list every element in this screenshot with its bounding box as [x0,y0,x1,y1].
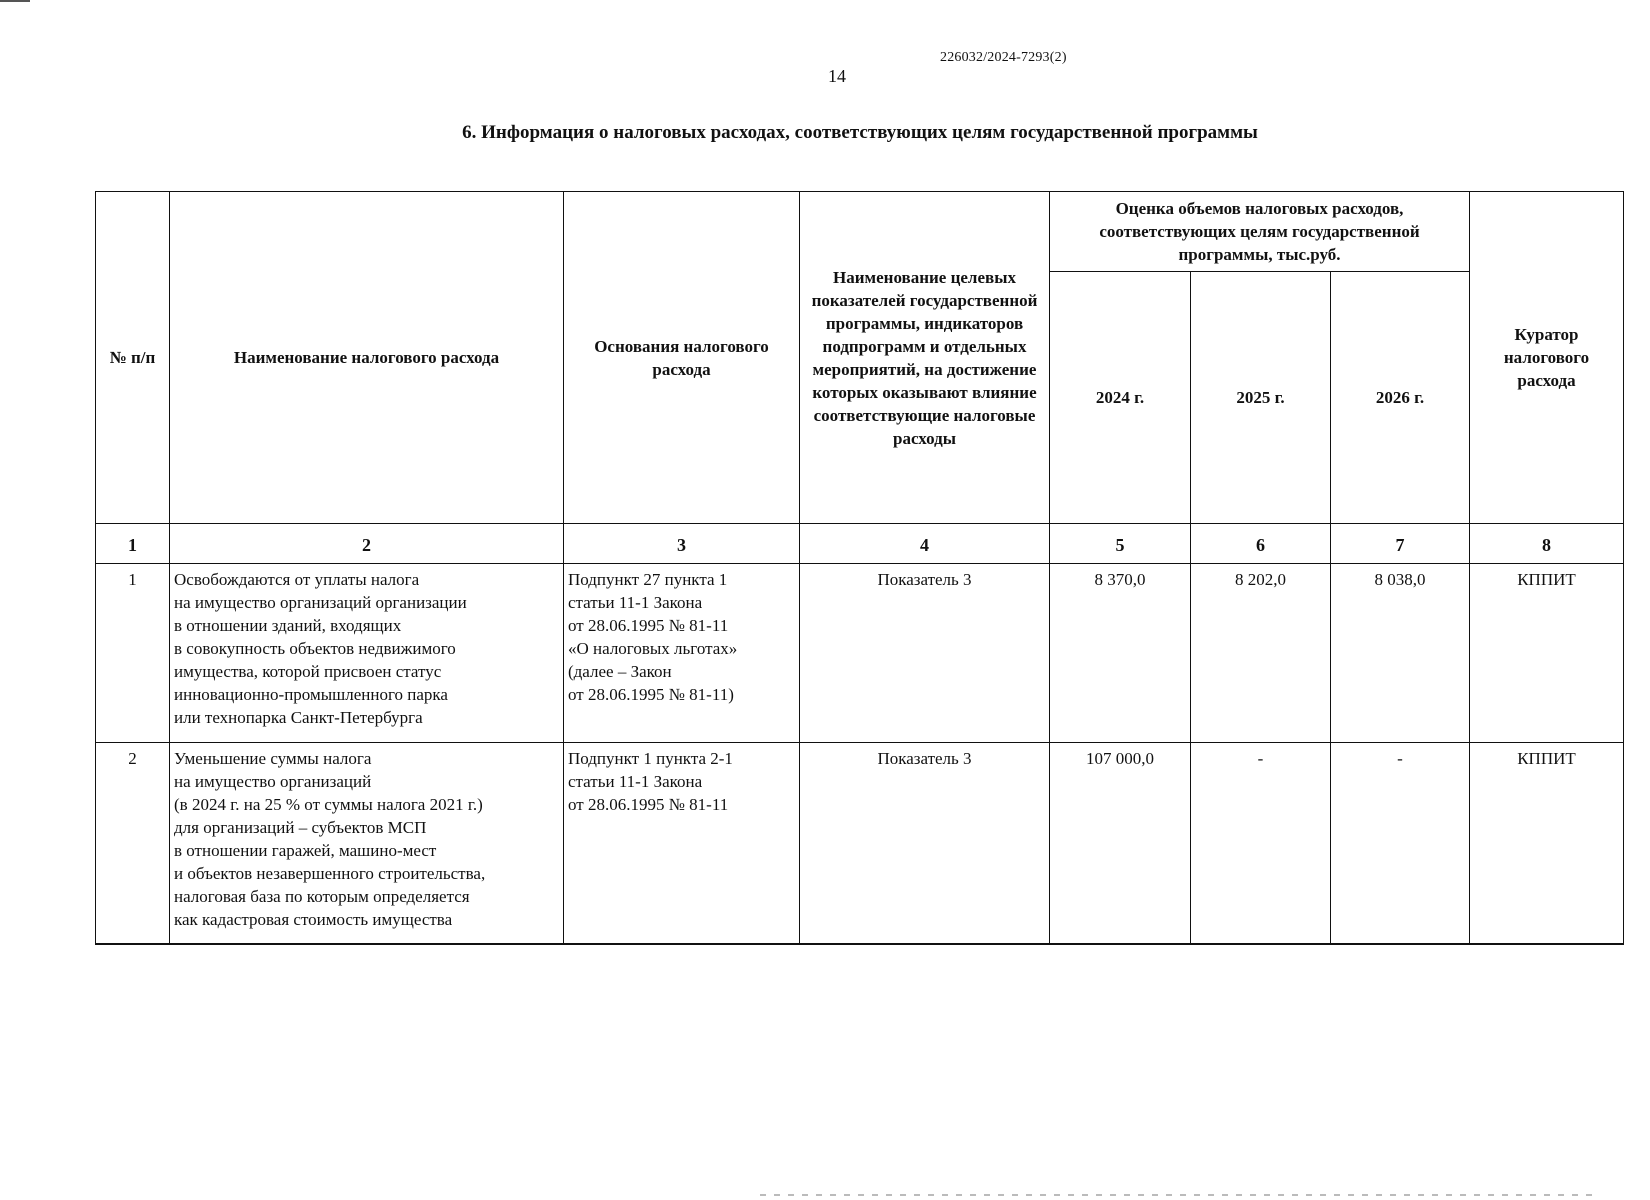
text-line: (далее – Закон [568,662,672,681]
header-estimate: Оценка объемов налоговых расходов, соответствующих целям государственной программы, тыс.руб. [1050,192,1470,272]
text-line: на имущество организаций организации [174,593,467,612]
header-num: № п/п [96,192,170,524]
value-2024: 107 000,0 [1050,743,1191,945]
value-2025: - [1191,743,1331,945]
text-line: в отношении гаражей, машино-мест [174,841,437,860]
text-line: как кадастровая стоимость имущества [174,910,453,929]
text-line: Подпункт 27 пункта 1 [568,570,728,589]
column-number: 2 [170,524,564,564]
text-line: налоговая база по которым определяется [174,887,470,906]
indicator-cell: Показатель 3 [800,564,1050,743]
text-line: или технопарка Санкт-Петербурга [174,708,423,727]
text-line: для организаций – субъектов МСП [174,818,427,837]
page-number: 14 [828,66,846,86]
value-2024: 8 370,0 [1050,564,1191,743]
column-number: 6 [1191,524,1331,564]
value-2025: 8 202,0 [1191,564,1331,743]
text-line: «О налоговых льготах» [568,639,738,658]
text-line: имущества, которой присвоен статус [174,662,442,681]
table-row [96,743,1624,945]
text-line: Освобождаются от уплаты налога [174,570,420,589]
document-id: 226032/2024-7293(2) [940,50,1067,65]
text-line: в отношении зданий, входящих [174,616,402,635]
value-2026: - [1331,743,1470,945]
column-number: 1 [96,524,170,564]
text-line: на имущество организаций [174,772,372,791]
text-line: от 28.06.1995 № 81-11 [568,795,729,814]
scan-edge-mark [0,0,30,2]
table-row [96,564,1624,743]
indicator-cell: Показатель 3 [800,743,1050,945]
header-year-2025: 2025 г. [1191,272,1331,524]
header-indicators: Наименование целевых показателей государственной программы, индикаторов подпрограмм и отдельных мероприятий, на достижение которых оказывают влияние соответствующие налоговые расходы [800,192,1050,524]
curator-cell: КППИТ [1470,564,1624,743]
column-number: 5 [1050,524,1191,564]
tax-expense-basis [564,564,800,743]
header-curator: Куратор налогового расхода [1470,192,1624,524]
header-year-2026: 2026 г. [1331,272,1470,524]
tax-expenses-table [95,191,1624,945]
text-line: инновационно-промышленного парка [174,685,448,704]
tax-expense-name [170,564,564,743]
section-title: 6. Информация о налоговых расходах, соответствующих целям государственной программы [462,122,1258,143]
tax-expense-name [170,743,564,945]
header-year-2024: 2024 г. [1050,272,1191,524]
column-number: 3 [564,524,800,564]
header-name: Наименование налогового расхода [170,192,564,524]
scan-artifact-line [760,1194,1600,1196]
text-line: и объектов незавершенного строительства, [174,864,486,883]
column-number: 7 [1331,524,1470,564]
text-line: от 28.06.1995 № 81-11 [568,616,729,635]
text-line: статьи 11-1 Закона [568,593,703,612]
text-line: Подпункт 1 пункта 2-1 [568,749,733,768]
value-2026: 8 038,0 [1331,564,1470,743]
text-line: (в 2024 г. на 25 % от суммы налога 2021 г.) [174,795,483,814]
column-number-row [96,524,1624,564]
curator-cell: КППИТ [1470,743,1624,945]
text-line: от 28.06.1995 № 81-11) [568,685,734,704]
text-line: статьи 11-1 Закона [568,772,703,791]
tax-expense-basis [564,743,800,945]
header-basis: Основания налогового расхода [564,192,800,524]
row-number: 1 [96,564,170,743]
column-number: 8 [1470,524,1624,564]
row-number: 2 [96,743,170,945]
text-line: в совокупность объектов недвижимого [174,639,456,658]
text-line: Уменьшение суммы налога [174,749,372,768]
column-number: 4 [800,524,1050,564]
